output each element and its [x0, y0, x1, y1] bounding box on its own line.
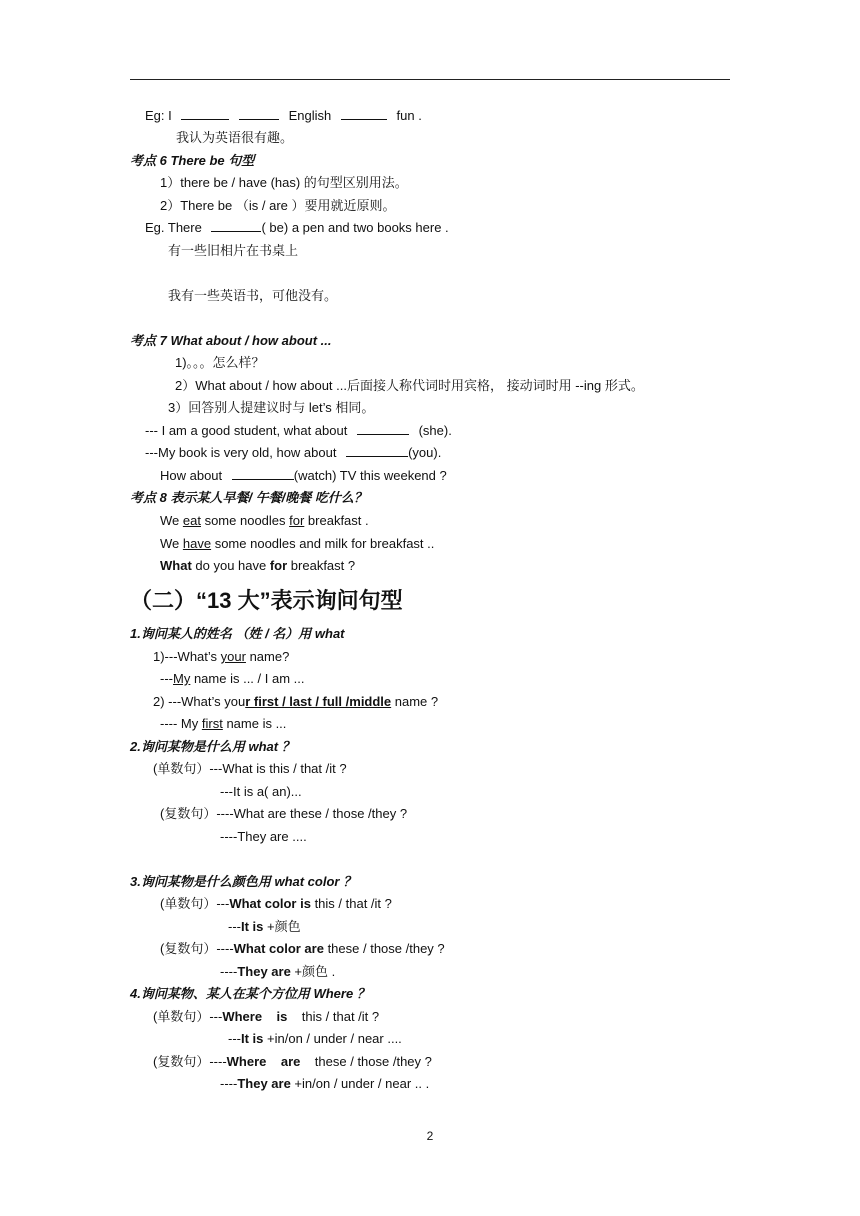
dialog-line: ---My name is ... / I am ...	[160, 671, 305, 686]
section-heading: 考点 6 There be 句型	[130, 153, 255, 168]
dialog-line: (单数句）---What color is this / that /it ?	[160, 896, 392, 911]
answer-blank	[211, 219, 261, 232]
answer-blank	[232, 467, 294, 480]
rule-point: 3）回答别人提建议时与 let’s 相同。	[168, 400, 375, 415]
dialog-line: 1)---What’s your name?	[153, 649, 290, 664]
dialog-line: ----They are +颜色 .	[220, 964, 336, 979]
answer-blank	[239, 107, 279, 120]
rule-point: 2）What about / how about ...后面接人称代词时用宾格， 接动词时用 --ing 形式。	[175, 378, 644, 393]
dialog-line: ----They are +in/on / under / near .. .	[220, 1076, 430, 1091]
answer-blank	[181, 107, 229, 120]
translation: 我有一些英语书，可他没有。	[168, 288, 338, 303]
dialog-line: ---- My first name is ...	[160, 716, 287, 731]
example-line: We eat some noodles for breakfast .	[160, 513, 369, 528]
answer-blank	[346, 444, 408, 457]
section-heading: 4.询问某物、某人在某个方位用 Where ？	[130, 986, 370, 1001]
rule-point: 1)。。。怎么样？	[175, 355, 265, 370]
exercise-line: ---My book is very old, how about (you).	[145, 445, 442, 460]
answer-blank	[357, 422, 409, 435]
dialog-line: ----They are ....	[220, 829, 307, 844]
section-heading: 3.询问某物是什么颜色用 what color ？	[130, 874, 357, 889]
dialog-line: 2) ---What’s your first / last / full /middle name ?	[153, 694, 439, 709]
section-heading: 2.询问某物是什么用 what ？	[130, 739, 295, 754]
page-number: 2	[426, 1129, 434, 1143]
answer-blank	[341, 107, 387, 120]
example-line: We have some noodles and milk for breakfast ..	[160, 536, 435, 551]
section-title: （二）“13 大”表示询问句型	[130, 588, 403, 613]
example-line: Eg. There ( be) a pen and two books here .	[145, 220, 449, 235]
header-rule	[130, 79, 730, 80]
dialog-line: (单数句）---Where is this / that /it ?	[153, 1009, 380, 1024]
exercise-line: How about (watch) TV this weekend ?	[160, 468, 447, 483]
section-heading: 1.询问某人的姓名 （姓 / 名）用 what	[130, 626, 345, 641]
dialog-line: (单数句）---What is this / that /it ?	[153, 761, 347, 776]
rule-point: 1）there be / have (has) 的句型区别用法。	[160, 175, 408, 190]
translation: 有一些旧相片在书桌上	[168, 243, 299, 258]
dialog-line: (复数句）----What color are these / those /they ?	[160, 941, 445, 956]
dialog-line: ---It is a( an)...	[220, 784, 302, 799]
dialog-line: (复数句）----What are these / those /they ?	[160, 806, 408, 821]
section-heading: 考点 8 表示某人早餐/ 午餐/晚餐 吃什么？	[130, 490, 367, 505]
dialog-line: ---It is +in/on / under / near ....	[228, 1031, 402, 1046]
exercise-line: --- I am a good student, what about (she).	[145, 423, 452, 438]
section-heading: 考点 7 What about / how about ...	[130, 333, 332, 348]
eg-fun-line: Eg: I English fun .	[145, 108, 422, 123]
example-line: What do you have for breakfast ?	[160, 558, 356, 573]
rule-point: 2）There be （is / are ）要用就近原则。	[160, 198, 396, 213]
dialog-line: (复数句）----Where are these / those /they ?	[153, 1054, 432, 1069]
translation: 我认为英语很有趣。	[176, 130, 294, 145]
dialog-line: ---It is +颜色	[228, 919, 301, 934]
